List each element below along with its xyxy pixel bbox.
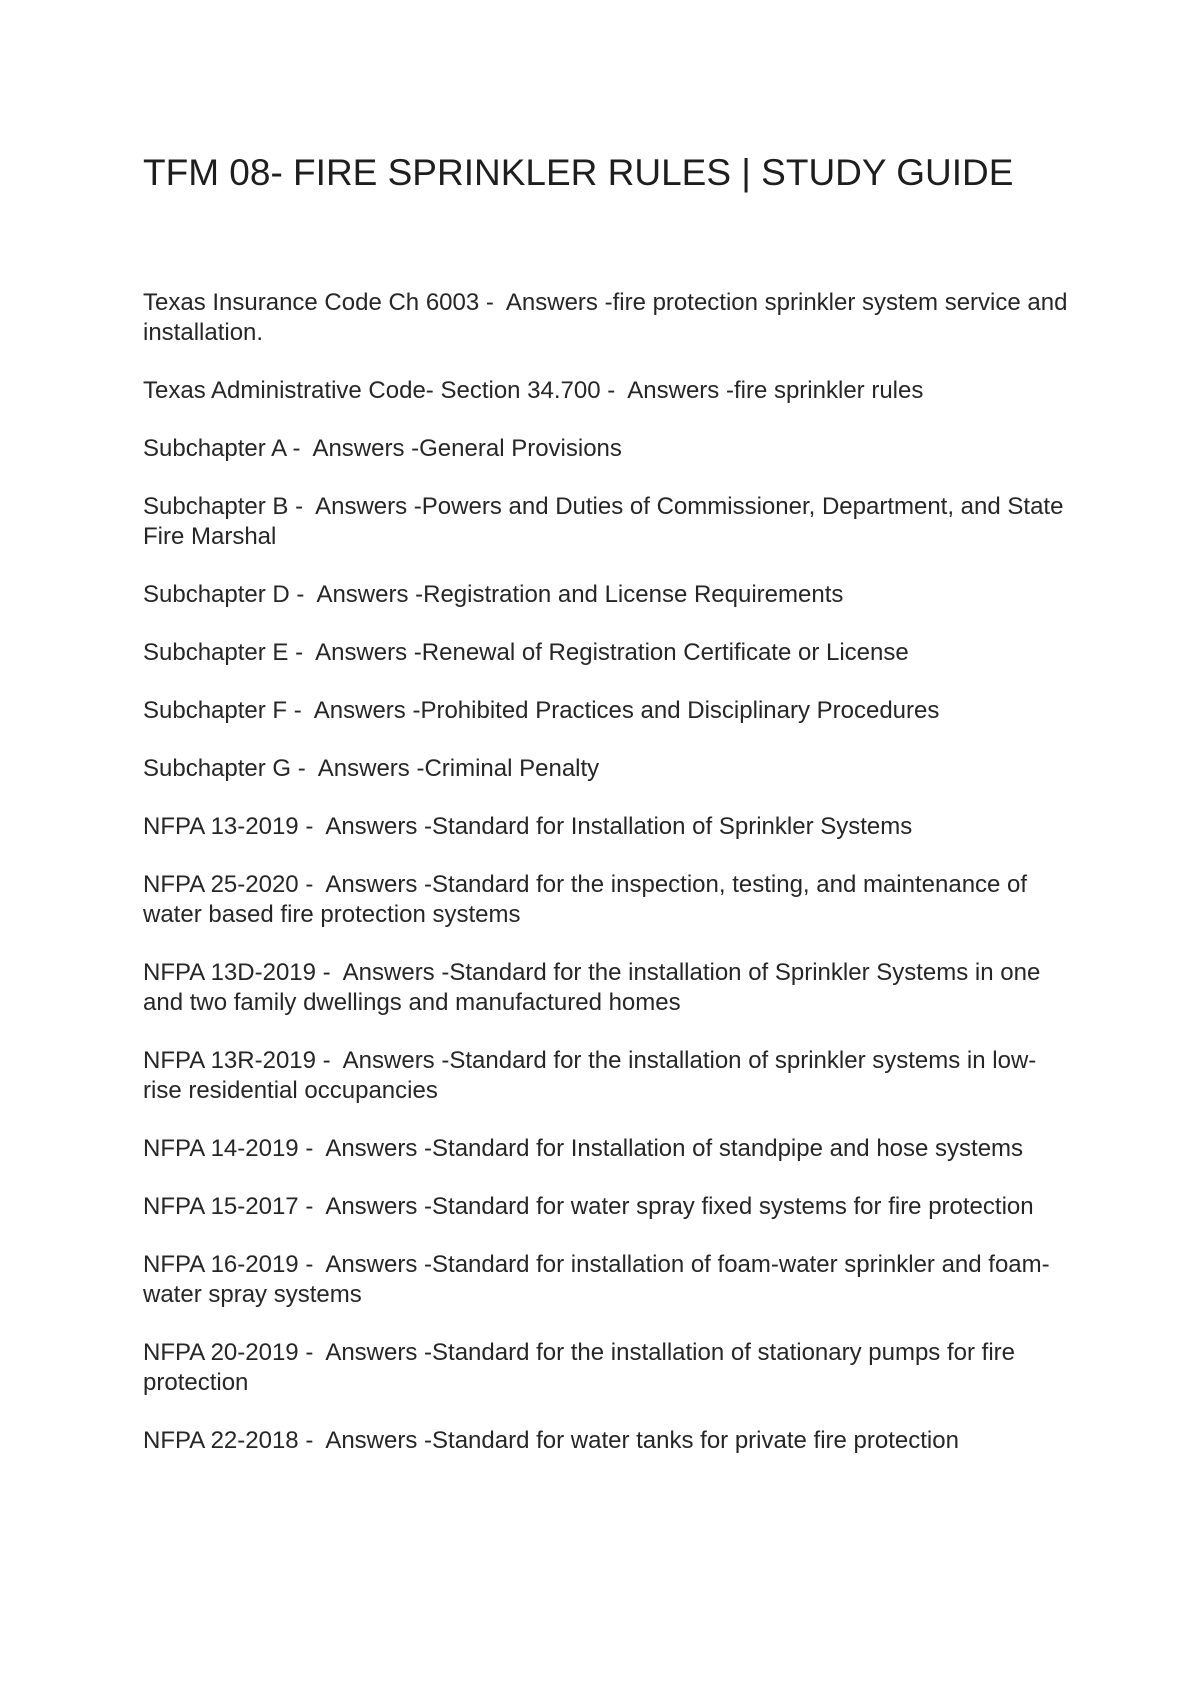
list-item: [143, 1426, 1073, 1456]
entry-term: Subchapter D: [143, 581, 290, 608]
list-item: [143, 870, 1073, 930]
entry-answer: General Provisions: [419, 435, 622, 462]
list-item: [143, 754, 1073, 784]
entry-answer: Standard for Installation of Sprinkler Systems: [432, 813, 913, 840]
entry-answer: Standard for the inspection, testing, and maintenance of water based fire protection systems: [143, 871, 1034, 928]
list-item: [143, 1250, 1073, 1310]
entry-term: NFPA 13-2019: [143, 813, 299, 840]
entry-answer: Standard for water spray fixed systems for fire protection: [432, 1193, 1034, 1220]
entry-answer: Standard for the installation of Sprinkler Systems in one and two family dwellings and manufactured homes: [143, 959, 1047, 1016]
list-item: [143, 376, 1073, 406]
entry-separator: - Answers -: [600, 377, 734, 404]
entry-answer: Criminal Penalty: [424, 755, 600, 782]
entry-answer: Standard for water tanks for private fire protection: [432, 1427, 959, 1454]
entry-separator: - Answers -: [479, 289, 613, 316]
entry-term: Subchapter E: [143, 639, 289, 666]
entry-term: NFPA 25-2020: [143, 871, 299, 898]
list-item: [143, 1134, 1073, 1164]
entry-answer: Standard for installation of foam-water sprinkler and foam-water spray systems: [143, 1251, 1050, 1308]
entry-term: NFPA 22-2018: [143, 1427, 299, 1454]
entry-answer: Standard for the installation of stationary pumps for fire protection: [143, 1339, 1022, 1396]
list-item: [143, 580, 1073, 610]
entry-separator: - Answers -: [298, 1135, 433, 1162]
entry-term: NFPA 16-2019: [143, 1251, 299, 1278]
entry-answer: Standard for Installation of standpipe and hose systems: [432, 1135, 1024, 1162]
entry-separator: - Answers -: [298, 1193, 433, 1220]
entry-separator: - Answers -: [315, 1047, 450, 1074]
entry-answer: Renewal of Registration Certificate or License: [421, 639, 909, 666]
entry-separator: - Answers -: [288, 639, 422, 666]
entry-term: Texas Insurance Code Ch 6003: [143, 289, 480, 316]
entry-separator: - Answers -: [298, 1427, 433, 1454]
entry-term: Texas Administrative Code- Section 34.700: [143, 377, 601, 404]
study-guide-list: [143, 288, 1073, 1484]
entry-term: Subchapter A: [143, 435, 286, 462]
list-item: [143, 288, 1073, 348]
list-item: [143, 696, 1073, 726]
entry-term: Subchapter G: [143, 755, 292, 782]
entry-term: Subchapter F: [143, 697, 288, 724]
entry-term: NFPA 15-2017: [143, 1193, 299, 1220]
entry-term: NFPA 20-2019: [143, 1339, 299, 1366]
entry-answer: Prohibited Practices and Disciplinary Procedures: [420, 697, 940, 724]
entry-separator: - Answers -: [315, 959, 450, 986]
entry-separator: - Answers -: [298, 813, 433, 840]
list-item: [143, 1192, 1073, 1222]
entry-separator: - Answers -: [287, 697, 421, 724]
list-item: [143, 434, 1073, 464]
entry-answer: Registration and License Requirements: [423, 581, 844, 608]
list-item: [143, 958, 1073, 1018]
entry-term: NFPA 13R-2019: [143, 1047, 316, 1074]
entry-term: NFPA 13D-2019: [143, 959, 316, 986]
entry-answer: fire sprinkler rules: [733, 377, 924, 404]
entry-separator: - Answers -: [288, 493, 422, 520]
entry-answer: Standard for the installation of sprinkler systems in low-rise residential occupancies: [143, 1047, 1037, 1104]
document-title: TFM 08- FIRE SPRINKLER RULES | STUDY GUIDE: [143, 152, 1014, 193]
entry-separator: - Answers -: [285, 435, 420, 462]
entry-separator: - Answers -: [298, 871, 433, 898]
entry-term: Subchapter B: [143, 493, 289, 520]
entry-separator: - Answers -: [289, 581, 424, 608]
list-item: [143, 812, 1073, 842]
entry-term: NFPA 14-2019: [143, 1135, 299, 1162]
entry-answer: Powers and Duties of Commissioner, Department, and State Fire Marshal: [143, 493, 1071, 550]
list-item: [143, 1046, 1073, 1106]
entry-separator: - Answers -: [298, 1339, 433, 1366]
list-item: [143, 1338, 1073, 1398]
list-item: [143, 492, 1073, 552]
entry-answer: fire protection sprinkler system service and installation.: [143, 289, 1075, 346]
entry-separator: - Answers -: [298, 1251, 433, 1278]
list-item: [143, 638, 1073, 668]
entry-separator: - Answers -: [291, 755, 425, 782]
